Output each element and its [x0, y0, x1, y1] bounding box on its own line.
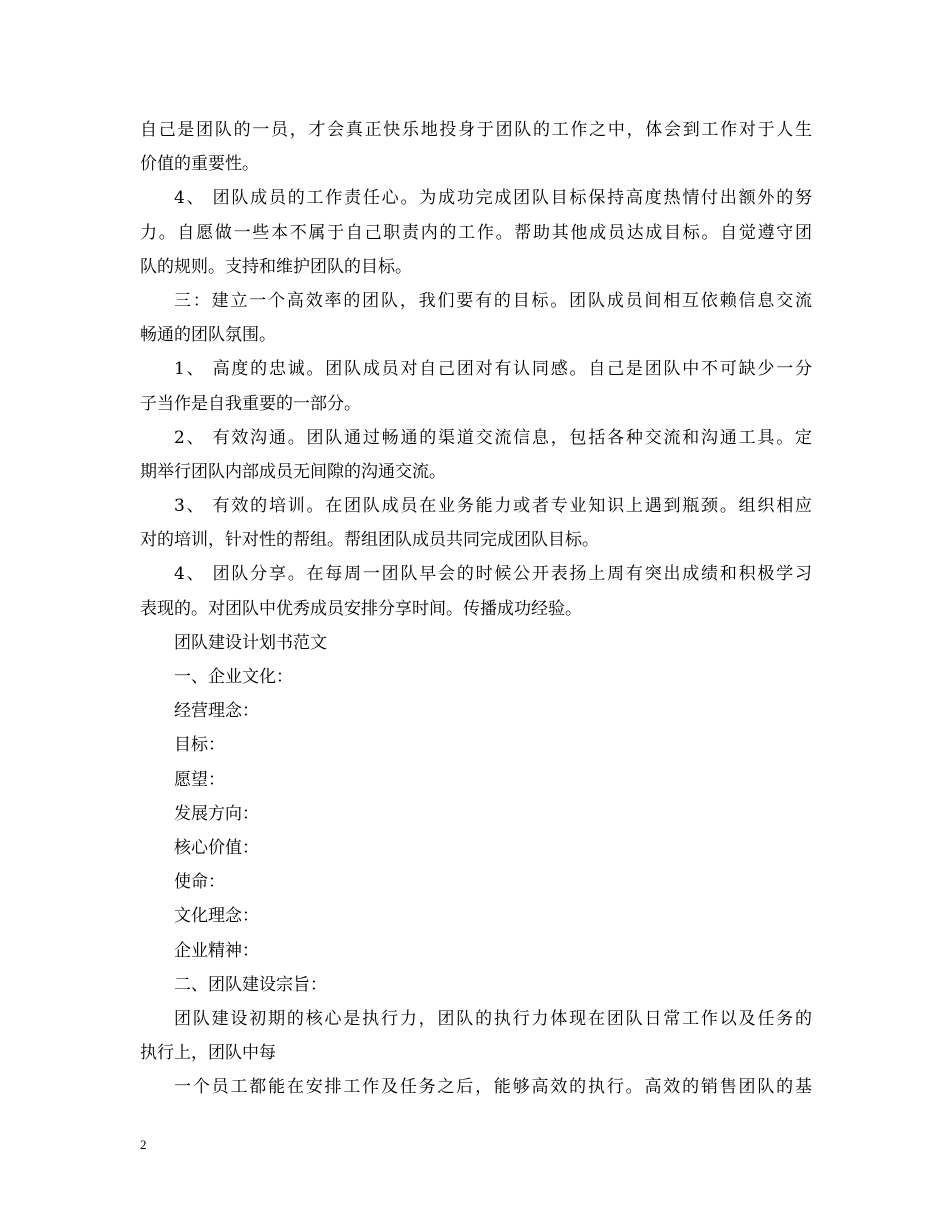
text-line: 对的培训，针对性的帮组。帮组团队成员共同完成团队目标。: [140, 530, 599, 551]
text-line: 愿望：: [174, 769, 225, 790]
text-line: 团队建设初期的核心是执行力，团队的执行力体现在团队日常工作以及任务的: [174, 1008, 812, 1029]
text-line: 子当作是自我重要的一部分。: [140, 393, 361, 414]
body-text: [140, 113, 812, 1104]
text-line: 核心价值：: [174, 837, 259, 858]
text-line: 价值的重要性。: [140, 154, 259, 175]
text-line: 企业精神：: [174, 940, 259, 961]
text-line: 三：建立一个高效率的团队，我们要有的目标。团队成员间相互依赖信息交流: [174, 290, 812, 311]
text-line: 队的规则。支持和维护团队的目标。: [140, 256, 412, 277]
text-line: 使命：: [174, 872, 225, 893]
text-line: 自己是团队的一员，才会真正快乐地投身于团队的工作之中，体会到工作对于人生: [140, 120, 812, 140]
text-line: 一个员工都能在安排工作及任务之后，能够高效的执行。高效的销售团队的基: [174, 1077, 812, 1098]
text-line: 力。自愿做一些本不属于自己职责内的工作。帮助其他成员达成目标。自觉遵守团: [140, 222, 812, 243]
text-line: 4、 团队分享。在每周一团队早会的时候公开表扬上周有突出成绩和积极学习: [174, 564, 812, 585]
section-heading: 团队建设计划书范文: [174, 632, 327, 653]
text-line: 经营理念：: [174, 701, 259, 722]
text-line: 4、 团队成员的工作责任心。为成功完成团队目标保持高度热情付出额外的努: [174, 188, 812, 209]
text-line: 畅通的团队氛围。: [140, 325, 276, 346]
text-line: 文化理念：: [174, 906, 259, 927]
text-line: 1、 高度的忠诚。团队成员对自己团对有认同感。自己是团队中不可缺少一分: [174, 359, 812, 380]
text-line: 一、企业文化：: [174, 667, 293, 687]
page-number: 2: [140, 1137, 147, 1152]
text-line: 二、团队建设宗旨：: [174, 974, 327, 995]
text-line: 2、 有效沟通。团队通过畅通的渠道交流信息，包括各种交流和沟通工具。定: [174, 427, 812, 448]
text-line: 3、 有效的培训。在团队成员在业务能力或者专业知识上遇到瓶颈。组织相应: [174, 496, 812, 517]
text-line: 目标：: [174, 735, 225, 756]
text-line: 期举行团队内部成员无间隙的沟通交流。: [140, 461, 446, 482]
text-line: 表现的。对团队中优秀成员安排分享时间。传播成功经验。: [140, 598, 582, 619]
text-line: 执行上，团队中每: [140, 1043, 276, 1064]
text-line: 发展方向：: [174, 803, 259, 824]
